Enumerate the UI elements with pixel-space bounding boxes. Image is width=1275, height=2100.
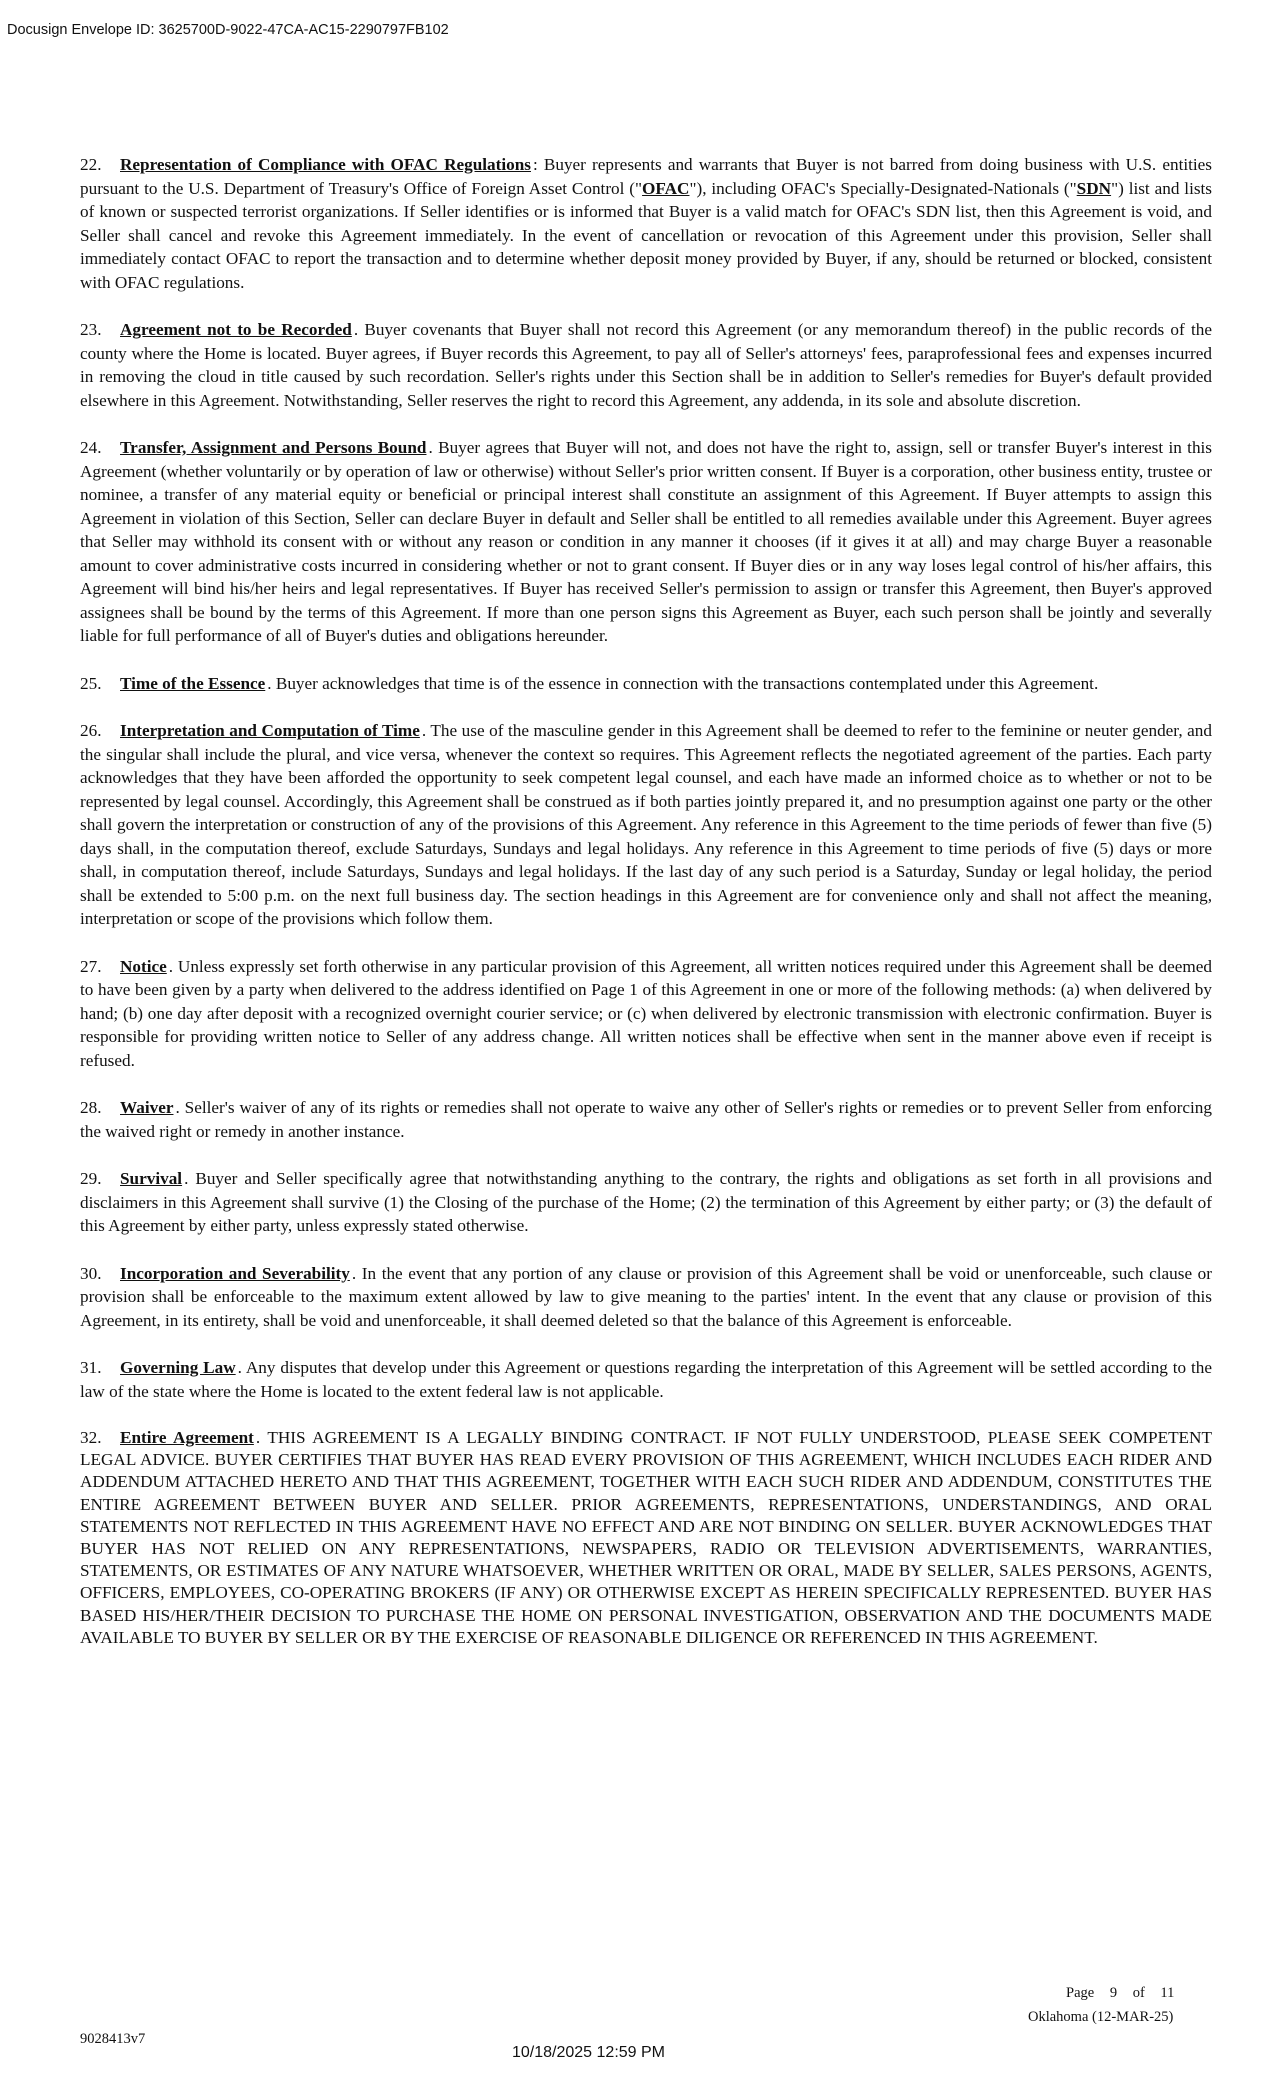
section-26 — [80, 719, 1212, 931]
section-text: . THIS AGREEMENT IS A LEGALLY BINDING CONTRACT. IF NOT FULLY UNDERSTOOD, PLEASE SEEK COMPETENT LEGAL ADVICE. BUYER CERTIFIES THAT BUYER HAS READ EVERY PROVISION OF THIS AGREEMENT, WHICH INCLUDES EACH RIDER AND ADDENDUM ATTACHED HERETO AND THAT THIS AGREEMENT, TOGETHER WITH EACH SUCH RIDER AND ADDENDUM, CONSTITUTES THE ENTIRE AGREEMENT BETWEEN BUYER AND SELLER. PRIOR AGREEMENTS, REPRESENTATIONS, UNDERSTANDINGS, AND ORAL STATEMENTS NOT REFLECTED IN THIS AGREEMENT HAVE NO EFFECT AND ARE NOT BINDING ON SELLER. BUYER ACKNOWLEDGES THAT BUYER HAS NOT RELIED ON ANY REPRESENTATIONS, NEWSPAPERS, RADIO OR TELEVISION ADVERTISEMENTS, WARRANTIES, STATEMENTS, OR ESTIMATES OF ANY NATURE WHATSOEVER, WHETHER WRITTEN OR ORAL, MADE BY SELLER, SALES PERSONS, AGENTS, OFFICERS, EMPLOYEES, CO-OPERATING BROKERS (IF ANY) OR OTHERWISE EXCEPT AS HEREIN SPECIFICALLY REPRESENTED. BUYER HAS BASED HIS/HER/THEIR DECISION TO PURCHASE THE HOME ON PERSONAL INVESTIGATION, OBSERVATION AND THE DOCUMENTS MADE AVAILABLE TO BUYER BY SELLER OR BY THE EXERCISE OF REASONABLE DILIGENCE OR REFERENCED IN THIS AGREEMENT. — [80, 1428, 1212, 1647]
section-30 — [80, 1262, 1212, 1333]
section-text: "), including OFAC's Specially-Designated-Nationals (" — [689, 178, 1077, 198]
section-22 — [80, 153, 1212, 294]
document-version: 9028413v7 — [80, 2031, 146, 2047]
section-27 — [80, 955, 1212, 1073]
section-number: 23. — [80, 320, 102, 339]
section-text: . Buyer covenants that Buyer shall not record this Agreement (or any memorandum thereof) in the public records of the county where the Home is located. Buyer agrees, if Buyer records this Agreement, to pay all of Seller's attorneys' fees, paraprofessional fees and expenses incurred in removing the cloud in title caused by such recordation. Seller's rights under this Section shall be in addition to Seller's remedies for Buyer's default provided elsewhere in this Agreement. Notwithstanding, Seller reserves the right to record this Agreement, any addenda, in its sole and absolute discretion. — [80, 320, 1212, 410]
section-23 — [80, 318, 1212, 412]
section-25 — [80, 672, 1212, 696]
section-29 — [80, 1167, 1212, 1238]
section-text: . Buyer acknowledges that time is of the essence in connection with the transactions contemplated under this Agreement. — [267, 673, 1099, 693]
section-text: ") list and lists of known or suspected terrorist organizations. If Seller identifies or is informed that Buyer is a valid match for OFAC's SDN list, then this Agreement is void, and Seller shall cancel and revoke this Agreement immediately. In the event of cancellation or revocation of this Agreement under this provision, Seller shall immediately contact OFAC to report the transaction and to determine whether deposit money provided by Buyer, if any, should be returned or blocked, consistent with OFAC regulations. — [80, 178, 1212, 292]
envelope-id: Docusign Envelope ID: 3625700D-9022-47CA-AC15-2290797FB102 — [7, 22, 449, 38]
agreement-body — [80, 153, 1212, 1673]
section-title: Interpretation and Computation of Time — [120, 721, 420, 740]
section-number: 30. — [80, 1263, 102, 1283]
section-title: Entire Agreement — [120, 1428, 254, 1447]
section-number: 24. — [80, 438, 102, 457]
section-24 — [80, 436, 1212, 648]
state-version: Oklahoma (12-MAR-25) — [1028, 2009, 1174, 2025]
section-title: Incorporation and Severability — [120, 1263, 350, 1283]
page-indicator — [1066, 1985, 1174, 2002]
section-text: . Buyer agrees that Buyer will not, and does not have the right to, assign, sell or transfer Buyer's interest in this Agreement (whether voluntarily or by operation of law or otherwise) without Seller's prior written consent. If Buyer is a corporation, other business entity, trustee or nominee, a transfer of any material equity or beneficial or principal interest shall constitute an assignment of this Agreement. If Buyer attempts to assign this Agreement in violation of this Section, Seller can declare Buyer in default and Seller shall be entitled to all remedies available under this Agreement. Buyer agrees that Seller may withhold its consent with or without any reason or condition in any manner it chooses (if it gives it at all) and may charge Buyer a reasonable amount to cover administrative costs incurred in considering whether or not to grant consent. If Buyer dies or in any way loses legal control of his/her affairs, this Agreement will bind his/her heirs and legal representatives. If Buyer has received Seller's permission to assign or transfer this Agreement, then Buyer's approved assignees shall be bound by the terms of this Agreement. If more than one person signs this Agreement as Buyer, each such person shall be jointly and severally liable for full performance of all of Buyer's duties and obligations hereunder. — [80, 438, 1212, 645]
section-text: . In the event that any portion of any clause or provision of this Agreement shall be void or unenforceable, such clause or provision shall be enforceable to the maximum extent allowed by law to give meaning to the parties' intent. In the event that any clause or provision of this Agreement, in its entirety, shall be void and unenforceable, it shall deemed deleted so that the balance of this Agreement is enforceable. — [80, 1263, 1213, 1330]
page-of: of — [1132, 1985, 1145, 2001]
section-text: . Seller's waiver of any of its rights or remedies shall not operate to waive any other of Seller's rights or remedies or to prevent Seller from enforcing the waived right or remedy in another instance. — [80, 1098, 1212, 1141]
section-number: 29. — [80, 1169, 102, 1188]
section-text: . Unless expressly set forth otherwise in any particular provision of this Agreement, all written notices required under this Agreement shall be deemed to have been given by a party when delivered to the address identified on Page 1 of this Agreement in one or more of the following methods: (a) when delivered by hand; (b) one day after deposit with a recognized overnight courier service; or (c) when delivered by electronic transmission with electronic confirmation. Buyer is responsible for providing written notice to Seller of any address change. All written notices shall be effective when sent in the manner above even if receipt is refused. — [80, 956, 1212, 1070]
page-current: 9 — [1109, 1985, 1118, 2001]
section-text: : Buyer represents and warrants that Buyer is not barred from doing business with U.S. entities pursuant to the U.S. Department of Treasury's Office of Foreign Asset Control (" — [80, 155, 1212, 198]
section-number: 22. — [80, 155, 102, 174]
section-title: Survival — [120, 1169, 183, 1188]
section-31 — [80, 1356, 1212, 1403]
section-title: Time of the Essence — [120, 673, 266, 693]
section-number: 31. — [80, 1358, 102, 1377]
section-number: 25. — [80, 673, 102, 693]
section-number: 32. — [80, 1428, 102, 1447]
section-text: . Buyer and Seller specifically agree that notwithstanding anything to the contrary, the rights and obligations as set forth in all provisions and disclaimers in this Agreement shall survive (1) the Closing of the purchase of the Home; (2) the termination of this Agreement by either party; or (3) the default of this Agreement by either party, unless expressly stated otherwise. — [80, 1169, 1212, 1235]
signed-datetime: 10/18/2025 12:59 PM — [512, 2044, 666, 2061]
section-number: 26. — [80, 721, 102, 740]
section-title: Notice — [120, 956, 167, 976]
section-title: Representation of Compliance with OFAC Regulations — [120, 155, 531, 174]
section-32 — [80, 1427, 1212, 1649]
ofac-term: OFAC — [642, 178, 690, 198]
section-title: Agreement not to be Recorded — [120, 320, 352, 339]
section-title: Transfer, Assignment and Persons Bound — [120, 438, 427, 457]
section-28 — [80, 1096, 1212, 1143]
page-total: 11 — [1160, 1985, 1175, 2001]
section-text: . The use of the masculine gender in this Agreement shall be deemed to refer to the feminine or neuter gender, and the singular shall include the plural, and vice versa, whenever the context so requires. This Agreement reflects the negotiated agreement of the parties. Each party acknowledges that they have been afforded the opportunity to seek competent legal counsel, and each have made an informed choice as to whether or not to be represented by legal counsel. Accordingly, this Agreement shall be construed as if both parties jointly prepared it, and no presumption against one party or the other shall govern the interpretation or construction of any of the provisions of this Agreement. Any reference in this Agreement to the time periods of fewer than five (5) days shall, in the computation thereof, exclude Saturdays, Sundays and legal holidays. Any reference in this Agreement to time periods of five (5) days or more shall, in computation thereof, include Saturdays, Sundays and legal holidays. If the last day of any such period is a Saturday, Sunday or legal holiday, the period shall be extended to 5:00 p.m. on the next full business day. The section headings in this Agreement are for convenience only and shall not affect the meaning, interpretation or scope of the provisions which follow them. — [80, 721, 1212, 928]
section-number: 27. — [80, 956, 102, 976]
section-title: Governing Law — [120, 1358, 236, 1377]
section-number: 28. — [80, 1098, 102, 1117]
sdn-term: SDN — [1076, 178, 1112, 198]
section-text: . Any disputes that develop under this Agreement or questions regarding the interpretation of this Agreement will be settled according to the law of the state where the Home is located to the extent federal law is not applicable. — [80, 1358, 1213, 1401]
section-title: Waiver — [120, 1098, 174, 1117]
page-label: Page — [1066, 1985, 1095, 2001]
